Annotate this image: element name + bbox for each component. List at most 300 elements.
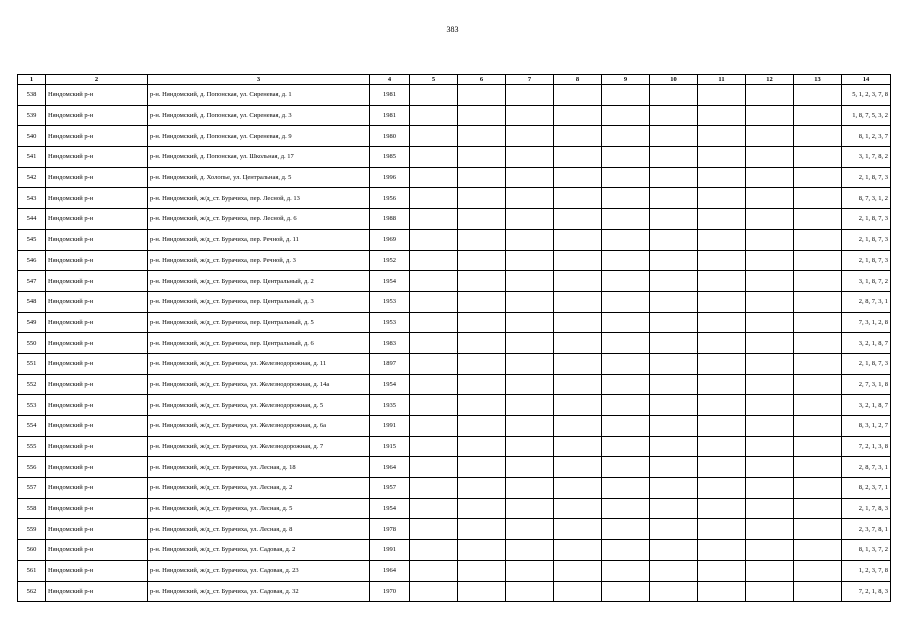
district-cell: Няндомский р-н bbox=[46, 374, 148, 395]
year-cell: 1981 bbox=[370, 85, 410, 106]
empty-cell-col-13 bbox=[794, 519, 842, 540]
empty-cell-col-9 bbox=[602, 85, 650, 106]
year-cell: 1985 bbox=[370, 147, 410, 168]
empty-cell-col-13 bbox=[794, 291, 842, 312]
empty-cell-col-6 bbox=[458, 229, 506, 250]
empty-cell-col-11 bbox=[698, 457, 746, 478]
empty-cell-col-6 bbox=[458, 312, 506, 333]
empty-cell-col-5 bbox=[410, 333, 458, 354]
row-number: 562 bbox=[18, 581, 46, 602]
code-cell: 8, 7, 3, 1, 2 bbox=[842, 188, 891, 209]
table-row bbox=[18, 353, 891, 374]
district-cell: Няндомский р-н bbox=[46, 519, 148, 540]
empty-cell-col-8 bbox=[554, 85, 602, 106]
empty-cell-col-10 bbox=[650, 126, 698, 147]
table-row bbox=[18, 519, 891, 540]
empty-cell-col-6 bbox=[458, 333, 506, 354]
empty-cell-col-6 bbox=[458, 498, 506, 519]
empty-cell-col-13 bbox=[794, 126, 842, 147]
empty-cell-col-6 bbox=[458, 540, 506, 561]
district-cell: Няндомский р-н bbox=[46, 457, 148, 478]
column-header-13: 13 bbox=[794, 75, 842, 85]
empty-cell-col-5 bbox=[410, 457, 458, 478]
address-cell: р-н. Няндомский, ж/д_ст. Бурачиха, ул. Железнодорожная, д. 5 bbox=[148, 395, 370, 416]
code-cell: 7, 2, 1, 8, 3 bbox=[842, 581, 891, 602]
empty-cell-col-6 bbox=[458, 436, 506, 457]
empty-cell-col-12 bbox=[746, 229, 794, 250]
year-cell: 1970 bbox=[370, 581, 410, 602]
address-cell: р-н. Няндомский, ж/д_ст. Бурачиха, ул. Лесная, д. 5 bbox=[148, 498, 370, 519]
empty-cell-col-13 bbox=[794, 271, 842, 292]
empty-cell-col-7 bbox=[506, 353, 554, 374]
empty-cell-col-13 bbox=[794, 229, 842, 250]
code-cell: 1, 2, 3, 7, 8 bbox=[842, 560, 891, 581]
empty-cell-col-13 bbox=[794, 395, 842, 416]
district-cell: Няндомский р-н bbox=[46, 209, 148, 230]
address-cell: р-н. Няндомский, ж/д_ст. Бурачиха, ул. Железнодорожная, д. 7 bbox=[148, 436, 370, 457]
district-cell: Няндомский р-н bbox=[46, 395, 148, 416]
district-cell: Няндомский р-н bbox=[46, 416, 148, 437]
empty-cell-col-5 bbox=[410, 478, 458, 499]
table-row bbox=[18, 436, 891, 457]
table-row bbox=[18, 560, 891, 581]
empty-cell-col-11 bbox=[698, 291, 746, 312]
year-cell: 1956 bbox=[370, 188, 410, 209]
empty-cell-col-8 bbox=[554, 147, 602, 168]
empty-cell-col-7 bbox=[506, 498, 554, 519]
empty-cell-col-7 bbox=[506, 167, 554, 188]
empty-cell-col-9 bbox=[602, 250, 650, 271]
empty-cell-col-13 bbox=[794, 498, 842, 519]
empty-cell-col-10 bbox=[650, 416, 698, 437]
empty-cell-col-10 bbox=[650, 478, 698, 499]
empty-cell-col-10 bbox=[650, 498, 698, 519]
empty-cell-col-9 bbox=[602, 291, 650, 312]
empty-cell-col-12 bbox=[746, 271, 794, 292]
empty-cell-col-5 bbox=[410, 540, 458, 561]
empty-cell-col-10 bbox=[650, 581, 698, 602]
empty-cell-col-8 bbox=[554, 312, 602, 333]
row-number: 545 bbox=[18, 229, 46, 250]
table-row bbox=[18, 271, 891, 292]
empty-cell-col-7 bbox=[506, 250, 554, 271]
empty-cell-col-13 bbox=[794, 416, 842, 437]
empty-cell-col-9 bbox=[602, 416, 650, 437]
code-cell: 3, 2, 1, 8, 7 bbox=[842, 395, 891, 416]
empty-cell-col-7 bbox=[506, 540, 554, 561]
row-number: 552 bbox=[18, 374, 46, 395]
year-cell: 1954 bbox=[370, 271, 410, 292]
empty-cell-col-8 bbox=[554, 395, 602, 416]
empty-cell-col-6 bbox=[458, 395, 506, 416]
column-header-9: 9 bbox=[602, 75, 650, 85]
empty-cell-col-13 bbox=[794, 478, 842, 499]
address-cell: р-н. Няндомский, д. Попонская, ул. Школьная, д. 17 bbox=[148, 147, 370, 168]
year-cell: 1953 bbox=[370, 291, 410, 312]
table-body bbox=[18, 85, 891, 602]
empty-cell-col-9 bbox=[602, 395, 650, 416]
column-header-12: 12 bbox=[746, 75, 794, 85]
column-header-3: 3 bbox=[148, 75, 370, 85]
empty-cell-col-6 bbox=[458, 188, 506, 209]
empty-cell-col-11 bbox=[698, 250, 746, 271]
address-cell: р-н. Няндомский, ж/д_ст. Бурачиха, ул. Железнодорожная, д. 6а bbox=[148, 416, 370, 437]
empty-cell-col-13 bbox=[794, 250, 842, 271]
empty-cell-col-11 bbox=[698, 540, 746, 561]
empty-cell-col-11 bbox=[698, 560, 746, 581]
empty-cell-col-7 bbox=[506, 126, 554, 147]
empty-cell-col-10 bbox=[650, 229, 698, 250]
empty-cell-col-8 bbox=[554, 457, 602, 478]
district-cell: Няндомский р-н bbox=[46, 436, 148, 457]
empty-cell-col-8 bbox=[554, 126, 602, 147]
empty-cell-col-12 bbox=[746, 167, 794, 188]
empty-cell-col-13 bbox=[794, 353, 842, 374]
address-cell: р-н. Няндомский, ж/д_ст. Бурачиха, пер. Лесной, д. 6 bbox=[148, 209, 370, 230]
district-cell: Няндомский р-н bbox=[46, 271, 148, 292]
code-cell: 2, 8, 7, 3, 1 bbox=[842, 291, 891, 312]
page-number: 383 bbox=[446, 25, 459, 34]
row-number: 547 bbox=[18, 271, 46, 292]
row-number: 544 bbox=[18, 209, 46, 230]
empty-cell-col-8 bbox=[554, 250, 602, 271]
empty-cell-col-10 bbox=[650, 250, 698, 271]
empty-cell-col-11 bbox=[698, 229, 746, 250]
empty-cell-col-11 bbox=[698, 126, 746, 147]
address-cell: р-н. Няндомский, д. Попонская, ул. Сиреневая, д. 9 bbox=[148, 126, 370, 147]
column-header-6: 6 bbox=[458, 75, 506, 85]
empty-cell-col-8 bbox=[554, 519, 602, 540]
address-cell: р-н. Няндомский, д. Холопье, ул. Центральная, д. 5 bbox=[148, 167, 370, 188]
code-cell: 3, 1, 8, 7, 2 bbox=[842, 271, 891, 292]
empty-cell-col-9 bbox=[602, 229, 650, 250]
code-cell: 8, 2, 3, 7, 1 bbox=[842, 478, 891, 499]
empty-cell-col-5 bbox=[410, 560, 458, 581]
empty-cell-col-12 bbox=[746, 105, 794, 126]
empty-cell-col-8 bbox=[554, 105, 602, 126]
empty-cell-col-12 bbox=[746, 416, 794, 437]
empty-cell-col-13 bbox=[794, 457, 842, 478]
address-cell: р-н. Няндомский, ж/д_ст. Бурачиха, пер. Речной, д. 11 bbox=[148, 229, 370, 250]
empty-cell-col-6 bbox=[458, 478, 506, 499]
table-row bbox=[18, 250, 891, 271]
column-header-11: 11 bbox=[698, 75, 746, 85]
empty-cell-col-11 bbox=[698, 498, 746, 519]
table-row bbox=[18, 395, 891, 416]
row-number: 557 bbox=[18, 478, 46, 499]
empty-cell-col-5 bbox=[410, 126, 458, 147]
year-cell: 1935 bbox=[370, 395, 410, 416]
code-cell: 1, 8, 7, 5, 3, 2 bbox=[842, 105, 891, 126]
row-number: 560 bbox=[18, 540, 46, 561]
address-cell: р-н. Няндомский, ж/д_ст. Бурачиха, ул. Лесная, д. 18 bbox=[148, 457, 370, 478]
empty-cell-col-6 bbox=[458, 457, 506, 478]
table-row bbox=[18, 147, 891, 168]
district-cell: Няндомский р-н bbox=[46, 229, 148, 250]
district-cell: Няндомский р-н bbox=[46, 250, 148, 271]
address-cell: р-н. Няндомский, ж/д_ст. Бурачиха, пер. Центральный, д. 2 bbox=[148, 271, 370, 292]
code-cell: 2, 7, 3, 1, 8 bbox=[842, 374, 891, 395]
empty-cell-col-12 bbox=[746, 333, 794, 354]
address-cell: р-н. Няндомский, ж/д_ст. Бурачиха, пер. Центральный, д. 5 bbox=[148, 312, 370, 333]
empty-cell-col-7 bbox=[506, 291, 554, 312]
table-row bbox=[18, 291, 891, 312]
empty-cell-col-10 bbox=[650, 105, 698, 126]
empty-cell-col-7 bbox=[506, 105, 554, 126]
empty-cell-col-5 bbox=[410, 436, 458, 457]
empty-cell-col-8 bbox=[554, 374, 602, 395]
address-cell: р-н. Няндомский, ж/д_ст. Бурачиха, ул. Железнодорожная, д. 11 bbox=[148, 353, 370, 374]
table-row bbox=[18, 540, 891, 561]
empty-cell-col-7 bbox=[506, 436, 554, 457]
empty-cell-col-12 bbox=[746, 374, 794, 395]
empty-cell-col-13 bbox=[794, 188, 842, 209]
code-cell: 2, 8, 7, 3, 1 bbox=[842, 457, 891, 478]
empty-cell-col-10 bbox=[650, 374, 698, 395]
address-cell: р-н. Няндомский, ж/д_ст. Бурачиха, ул. Садовая, д. 23 bbox=[148, 560, 370, 581]
empty-cell-col-9 bbox=[602, 478, 650, 499]
empty-cell-col-13 bbox=[794, 581, 842, 602]
code-cell: 5, 1, 2, 3, 7, 8 bbox=[842, 85, 891, 106]
row-number: 550 bbox=[18, 333, 46, 354]
year-cell: 1978 bbox=[370, 519, 410, 540]
empty-cell-col-12 bbox=[746, 147, 794, 168]
empty-cell-col-8 bbox=[554, 436, 602, 457]
empty-cell-col-7 bbox=[506, 457, 554, 478]
empty-cell-col-12 bbox=[746, 353, 794, 374]
empty-cell-col-11 bbox=[698, 478, 746, 499]
empty-cell-col-9 bbox=[602, 581, 650, 602]
empty-cell-col-11 bbox=[698, 105, 746, 126]
empty-cell-col-11 bbox=[698, 436, 746, 457]
code-cell: 2, 1, 8, 7, 3 bbox=[842, 250, 891, 271]
empty-cell-col-5 bbox=[410, 105, 458, 126]
empty-cell-col-6 bbox=[458, 147, 506, 168]
empty-cell-col-6 bbox=[458, 581, 506, 602]
address-cell: р-н. Няндомский, ж/д_ст. Бурачиха, ул. Лесная, д. 8 bbox=[148, 519, 370, 540]
table-row bbox=[18, 167, 891, 188]
empty-cell-col-6 bbox=[458, 374, 506, 395]
row-number: 555 bbox=[18, 436, 46, 457]
row-number: 554 bbox=[18, 416, 46, 437]
row-number: 559 bbox=[18, 519, 46, 540]
empty-cell-col-7 bbox=[506, 374, 554, 395]
row-number: 551 bbox=[18, 353, 46, 374]
empty-cell-col-6 bbox=[458, 250, 506, 271]
empty-cell-col-9 bbox=[602, 353, 650, 374]
row-number: 561 bbox=[18, 560, 46, 581]
year-cell: 1953 bbox=[370, 312, 410, 333]
empty-cell-col-12 bbox=[746, 498, 794, 519]
empty-cell-col-12 bbox=[746, 540, 794, 561]
empty-cell-col-7 bbox=[506, 395, 554, 416]
row-number: 558 bbox=[18, 498, 46, 519]
empty-cell-col-6 bbox=[458, 105, 506, 126]
code-cell: 8, 1, 2, 3, 7 bbox=[842, 126, 891, 147]
empty-cell-col-10 bbox=[650, 271, 698, 292]
empty-cell-col-10 bbox=[650, 457, 698, 478]
empty-cell-col-7 bbox=[506, 560, 554, 581]
table-row bbox=[18, 229, 891, 250]
empty-cell-col-9 bbox=[602, 457, 650, 478]
empty-cell-col-5 bbox=[410, 147, 458, 168]
district-cell: Няндомский р-н bbox=[46, 85, 148, 106]
table-row bbox=[18, 85, 891, 106]
empty-cell-col-9 bbox=[602, 560, 650, 581]
empty-cell-col-8 bbox=[554, 291, 602, 312]
empty-cell-col-9 bbox=[602, 436, 650, 457]
empty-cell-col-13 bbox=[794, 85, 842, 106]
empty-cell-col-13 bbox=[794, 312, 842, 333]
empty-cell-col-9 bbox=[602, 188, 650, 209]
empty-cell-col-10 bbox=[650, 519, 698, 540]
empty-cell-col-9 bbox=[602, 498, 650, 519]
empty-cell-col-11 bbox=[698, 519, 746, 540]
register-table bbox=[17, 74, 891, 602]
empty-cell-col-6 bbox=[458, 85, 506, 106]
table-row bbox=[18, 581, 891, 602]
empty-cell-col-5 bbox=[410, 188, 458, 209]
year-cell: 1991 bbox=[370, 416, 410, 437]
code-cell: 2, 1, 8, 7, 3 bbox=[842, 229, 891, 250]
address-cell: р-н. Няндомский, д. Попонская, ул. Сиреневая, д. 1 bbox=[148, 85, 370, 106]
empty-cell-col-5 bbox=[410, 519, 458, 540]
year-cell: 1991 bbox=[370, 540, 410, 561]
column-header-14: 14 bbox=[842, 75, 891, 85]
empty-cell-col-12 bbox=[746, 560, 794, 581]
empty-cell-col-8 bbox=[554, 271, 602, 292]
address-cell: р-н. Няндомский, ж/д_ст. Бурачиха, пер. Речной, д. 3 bbox=[148, 250, 370, 271]
empty-cell-col-8 bbox=[554, 478, 602, 499]
district-cell: Няндомский р-н bbox=[46, 126, 148, 147]
empty-cell-col-8 bbox=[554, 540, 602, 561]
district-cell: Няндомский р-н bbox=[46, 188, 148, 209]
empty-cell-col-11 bbox=[698, 374, 746, 395]
empty-cell-col-6 bbox=[458, 416, 506, 437]
empty-cell-col-9 bbox=[602, 312, 650, 333]
column-header-1: 1 bbox=[18, 75, 46, 85]
table-row bbox=[18, 209, 891, 230]
district-cell: Няндомский р-н bbox=[46, 353, 148, 374]
table-row bbox=[18, 457, 891, 478]
empty-cell-col-7 bbox=[506, 229, 554, 250]
empty-cell-col-10 bbox=[650, 540, 698, 561]
table-row bbox=[18, 498, 891, 519]
empty-cell-col-10 bbox=[650, 333, 698, 354]
empty-cell-col-12 bbox=[746, 519, 794, 540]
year-cell: 1981 bbox=[370, 105, 410, 126]
empty-cell-col-12 bbox=[746, 478, 794, 499]
empty-cell-col-6 bbox=[458, 353, 506, 374]
district-cell: Няндомский р-н bbox=[46, 333, 148, 354]
empty-cell-col-10 bbox=[650, 436, 698, 457]
empty-cell-col-9 bbox=[602, 126, 650, 147]
empty-cell-col-10 bbox=[650, 147, 698, 168]
code-cell: 3, 2, 1, 8, 7 bbox=[842, 333, 891, 354]
empty-cell-col-9 bbox=[602, 209, 650, 230]
district-cell: Няндомский р-н bbox=[46, 105, 148, 126]
code-cell: 2, 1, 7, 8, 3 bbox=[842, 498, 891, 519]
empty-cell-col-13 bbox=[794, 167, 842, 188]
header-row bbox=[18, 75, 891, 85]
empty-cell-col-7 bbox=[506, 478, 554, 499]
column-header-10: 10 bbox=[650, 75, 698, 85]
empty-cell-col-9 bbox=[602, 167, 650, 188]
empty-cell-col-10 bbox=[650, 395, 698, 416]
row-number: 539 bbox=[18, 105, 46, 126]
empty-cell-col-5 bbox=[410, 209, 458, 230]
empty-cell-col-7 bbox=[506, 416, 554, 437]
empty-cell-col-13 bbox=[794, 209, 842, 230]
empty-cell-col-9 bbox=[602, 374, 650, 395]
empty-cell-col-12 bbox=[746, 457, 794, 478]
code-cell: 2, 3, 7, 8, 1 bbox=[842, 519, 891, 540]
empty-cell-col-10 bbox=[650, 353, 698, 374]
address-cell: р-н. Няндомский, ж/д_ст. Бурачиха, пер. Лесной, д. 13 bbox=[148, 188, 370, 209]
empty-cell-col-9 bbox=[602, 271, 650, 292]
code-cell: 7, 2, 1, 3, 8 bbox=[842, 436, 891, 457]
empty-cell-col-7 bbox=[506, 312, 554, 333]
address-cell: р-н. Няндомский, ж/д_ст. Бурачиха, ул. Садовая, д. 32 bbox=[148, 581, 370, 602]
empty-cell-col-7 bbox=[506, 581, 554, 602]
year-cell: 1915 bbox=[370, 436, 410, 457]
empty-cell-col-10 bbox=[650, 560, 698, 581]
column-header-4: 4 bbox=[370, 75, 410, 85]
empty-cell-col-8 bbox=[554, 229, 602, 250]
table-row bbox=[18, 374, 891, 395]
row-number: 538 bbox=[18, 85, 46, 106]
row-number: 546 bbox=[18, 250, 46, 271]
empty-cell-col-12 bbox=[746, 436, 794, 457]
empty-cell-col-8 bbox=[554, 167, 602, 188]
row-number: 548 bbox=[18, 291, 46, 312]
row-number: 553 bbox=[18, 395, 46, 416]
code-cell: 3, 1, 7, 8, 2 bbox=[842, 147, 891, 168]
row-number: 540 bbox=[18, 126, 46, 147]
table-row bbox=[18, 312, 891, 333]
year-cell: 1983 bbox=[370, 333, 410, 354]
district-cell: Няндомский р-н bbox=[46, 540, 148, 561]
empty-cell-col-11 bbox=[698, 85, 746, 106]
row-number: 541 bbox=[18, 147, 46, 168]
empty-cell-col-10 bbox=[650, 85, 698, 106]
code-cell: 8, 3, 1, 2, 7 bbox=[842, 416, 891, 437]
empty-cell-col-6 bbox=[458, 167, 506, 188]
empty-cell-col-8 bbox=[554, 560, 602, 581]
empty-cell-col-11 bbox=[698, 333, 746, 354]
table-row bbox=[18, 416, 891, 437]
row-number: 542 bbox=[18, 167, 46, 188]
empty-cell-col-13 bbox=[794, 436, 842, 457]
empty-cell-col-6 bbox=[458, 271, 506, 292]
empty-cell-col-5 bbox=[410, 312, 458, 333]
year-cell: 1964 bbox=[370, 457, 410, 478]
empty-cell-col-9 bbox=[602, 333, 650, 354]
empty-cell-col-11 bbox=[698, 209, 746, 230]
district-cell: Няндомский р-н bbox=[46, 478, 148, 499]
empty-cell-col-7 bbox=[506, 519, 554, 540]
empty-cell-col-6 bbox=[458, 291, 506, 312]
empty-cell-col-7 bbox=[506, 209, 554, 230]
empty-cell-col-12 bbox=[746, 312, 794, 333]
empty-cell-col-10 bbox=[650, 209, 698, 230]
empty-cell-col-8 bbox=[554, 188, 602, 209]
empty-cell-col-7 bbox=[506, 333, 554, 354]
empty-cell-col-13 bbox=[794, 105, 842, 126]
code-cell: 2, 1, 8, 7, 3 bbox=[842, 209, 891, 230]
empty-cell-col-5 bbox=[410, 271, 458, 292]
district-cell: Няндомский р-н bbox=[46, 498, 148, 519]
